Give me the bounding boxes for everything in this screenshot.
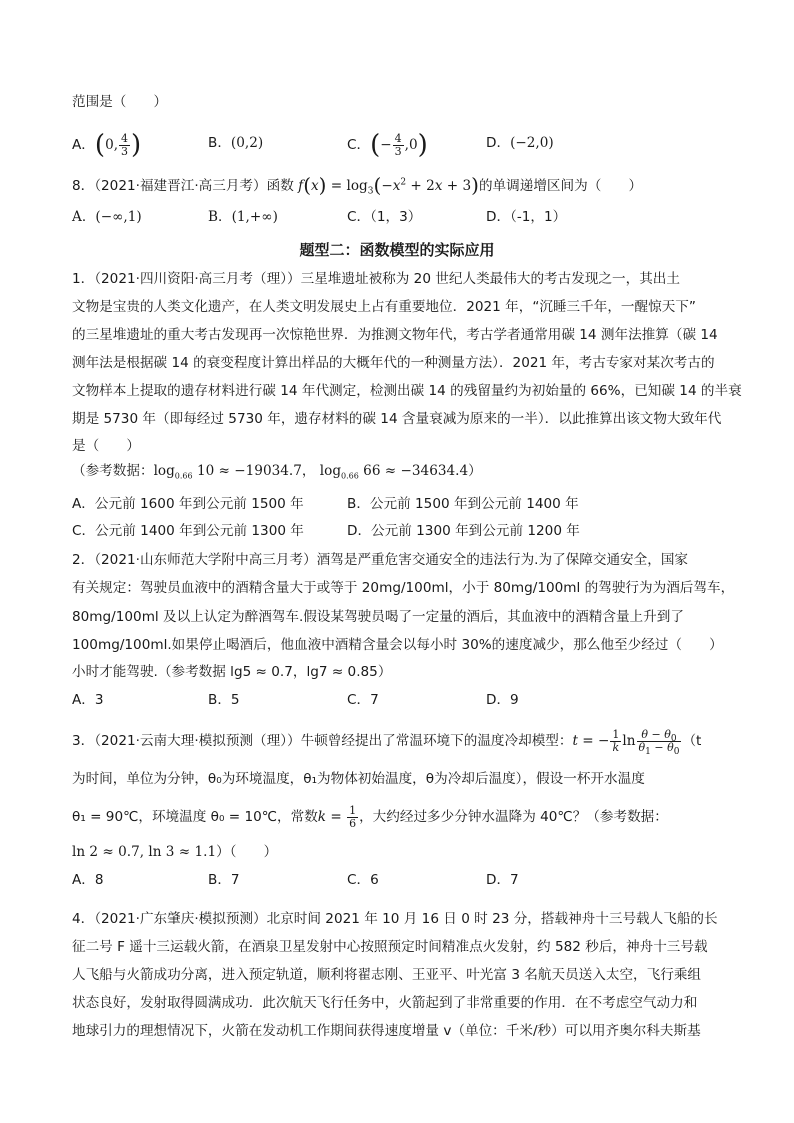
q1-option-b[interactable]: B．公元前 1500 年到公元前 1400 年 <box>347 496 579 512</box>
q2-line-4: 100mg/100ml.如果停止喝酒后，他血液中酒精含量会以每小时 30%的速度减少，那么他至少经过（ ） <box>72 637 723 653</box>
q1-option-c[interactable]: C．公元前 1400 年到公元前 1300 年 <box>72 523 304 539</box>
q1-line-3: 的三星堆遗址的重大考古发现再一次惊艳世界．为推测文物年代，考古学者通常用碳 14 测年法推算（碳 14 <box>72 327 718 343</box>
q7-tail-text: 范围是（ ） <box>72 94 168 110</box>
q7-option-b[interactable]: B．(0,2) <box>208 135 264 151</box>
q1-line-6: 期是 5730 年（即每经过 5730 年，遗存材料的碳 14 含量衰减为原来的一半）．以此推算出该文物大致年代 <box>72 411 722 427</box>
q8-option-b[interactable]: B．(1,+∞) <box>208 209 278 225</box>
q3-line-1: 3．（2021·云南大理·模拟预测（理））牛顿曾经提出了常温环境下的温度冷却模型：t = − $\frac{1}{k}$ ln $\frac{\theta - \theta_0}{\theta_1 - \theta_0}$ （t <box>72 728 702 758</box>
q3-option-d[interactable]: D．7 <box>486 872 519 888</box>
q3-option-a[interactable]: A．8 <box>72 872 104 888</box>
q3-cooling-formula: t = − $\frac{1}{k}$ ln $\frac{\theta - \theta_0}{\theta_1 - \theta_0}$ <box>572 728 680 758</box>
q4-line-1: 4．（2021·广东肇庆·模拟预测）北京时间 2021 年 10 月 16 日 0 时 23 分，搭载神舟十三号载人飞船的长 <box>72 911 718 927</box>
q2-line-3: 80mg/100ml 及以上认定为醉酒驾车.假设某驾驶员喝了一定量的酒后，其血液中的酒精含量上升到了 <box>72 609 684 625</box>
q8-option-a[interactable]: A．(−∞,1) <box>72 209 142 225</box>
q2-option-b[interactable]: B．5 <box>208 692 240 708</box>
q4-line-3: 人飞船与火箭成功分离，进入预定轨道，顺利将翟志刚、王亚平、叶光富 3 名航天员送入太空，飞行乘组 <box>72 967 702 983</box>
q4-line-2: 征二号 F 遥十三运载火箭，在酒泉卫星发射中心按照预定时间精准点火发射，约 582 秒后，神舟十三号载 <box>72 939 708 955</box>
q8-function-formula: f <box>298 178 304 194</box>
q8-option-c[interactable]: C．（1，3） <box>347 209 422 225</box>
q1-line-7: 是（ ） <box>72 438 140 454</box>
q8-stem: 8．（2021·福建晋江·高三月考）函数 $f(x) = \log_3(-x^2 + 2x + 3)$的单调递增区间为（ ） <box>72 173 643 197</box>
q3-option-b[interactable]: B．7 <box>208 872 240 888</box>
q3-line-4: ln 2 ≈ 0.7, ln 3 ≈ 1.1）（ ） <box>72 844 278 860</box>
q2-line-5: 小时才能驾驶.（参考数据 lg5 ≈ 0.7，lg7 ≈ 0.85） <box>72 664 392 680</box>
q8-option-d[interactable]: D．（-1，1） <box>486 209 567 225</box>
q1-line-5: 文物样本上提取的遗存材料进行碳 14 年代测定，检测出碳 14 的残留量约为初始量的 66%，已知碳 14 的半衰 <box>72 383 742 399</box>
q3-line-3: θ₁ = 90℃，环境温度 θ₀ = 10℃，常数k = $\frac{1}{6}$ ，大约经过多少分钟水温降为 40℃？（参考数据： <box>72 804 668 830</box>
q2-line-1: 2．（2021·山东师范大学附中高三月考）酒驾是严重危害交通安全的违法行为.为了保障交通安全，国家 <box>72 552 689 568</box>
q2-line-2: 有关规定：驾驶员血液中的酒精含量大于或等于 20mg/100ml，小于 80mg/100ml 的驾驶行为为酒后驾车， <box>72 580 735 596</box>
q2-option-a[interactable]: A．3 <box>72 692 104 708</box>
q1-option-a[interactable]: A．公元前 1600 年到公元前 1500 年 <box>72 496 304 512</box>
section-title: 题型二：函数模型的实际应用 <box>299 241 495 259</box>
q7-option-c[interactable]: C．(− $\frac{4}{3}$ ,0) <box>347 130 428 160</box>
q4-line-4: 状态良好，发射取得圆满成功．此次航天飞行任务中，火箭起到了非常重要的作用．在不考虑空气动力和 <box>72 995 698 1011</box>
q1-reference-data: （参考数据：$\log_{0.66} 10 \approx -19034.7$， $\log_{0.66} 66 \approx -34634.4$） <box>72 463 482 481</box>
q1-option-d[interactable]: D．公元前 1300 年到公元前 1200 年 <box>347 523 580 539</box>
q1-line-4: 测年法是根据碳 14 的衰变程度计算出样品的大概年代的一种测量方法）．2021 年，考古专家对某次考古的 <box>72 355 715 371</box>
q2-option-d[interactable]: D．9 <box>486 692 519 708</box>
q7-option-a[interactable]: A．(0, $\frac{4}{3}$ ) <box>72 130 142 160</box>
q7-option-d[interactable]: D．(−2,0) <box>486 135 554 151</box>
q3-option-c[interactable]: C．6 <box>347 872 379 888</box>
q1-line-1: 1．（2021·四川资阳·高三月考（理））三星堆遗址被称为 20 世纪人类最伟大的考古发现之一，其出土 <box>72 271 680 287</box>
q2-option-c[interactable]: C．7 <box>347 692 379 708</box>
q3-line-2: 为时间，单位为分钟，θ₀为环境温度，θ₁为物体初始温度，θ为冷却后温度），假设一杯开水温度 <box>72 771 645 787</box>
q4-line-5: 地球引力的理想情况下，火箭在发动机工作期间获得速度增量 v（单位：千米/秒）可以用齐奥尔科夫斯基 <box>72 1023 701 1039</box>
q1-line-2: 文物是宝贵的人类文化遗产，在人类文明发展史上占有重要地位．2021 年，“沉睡三千年，一醒惊天下” <box>72 299 696 315</box>
